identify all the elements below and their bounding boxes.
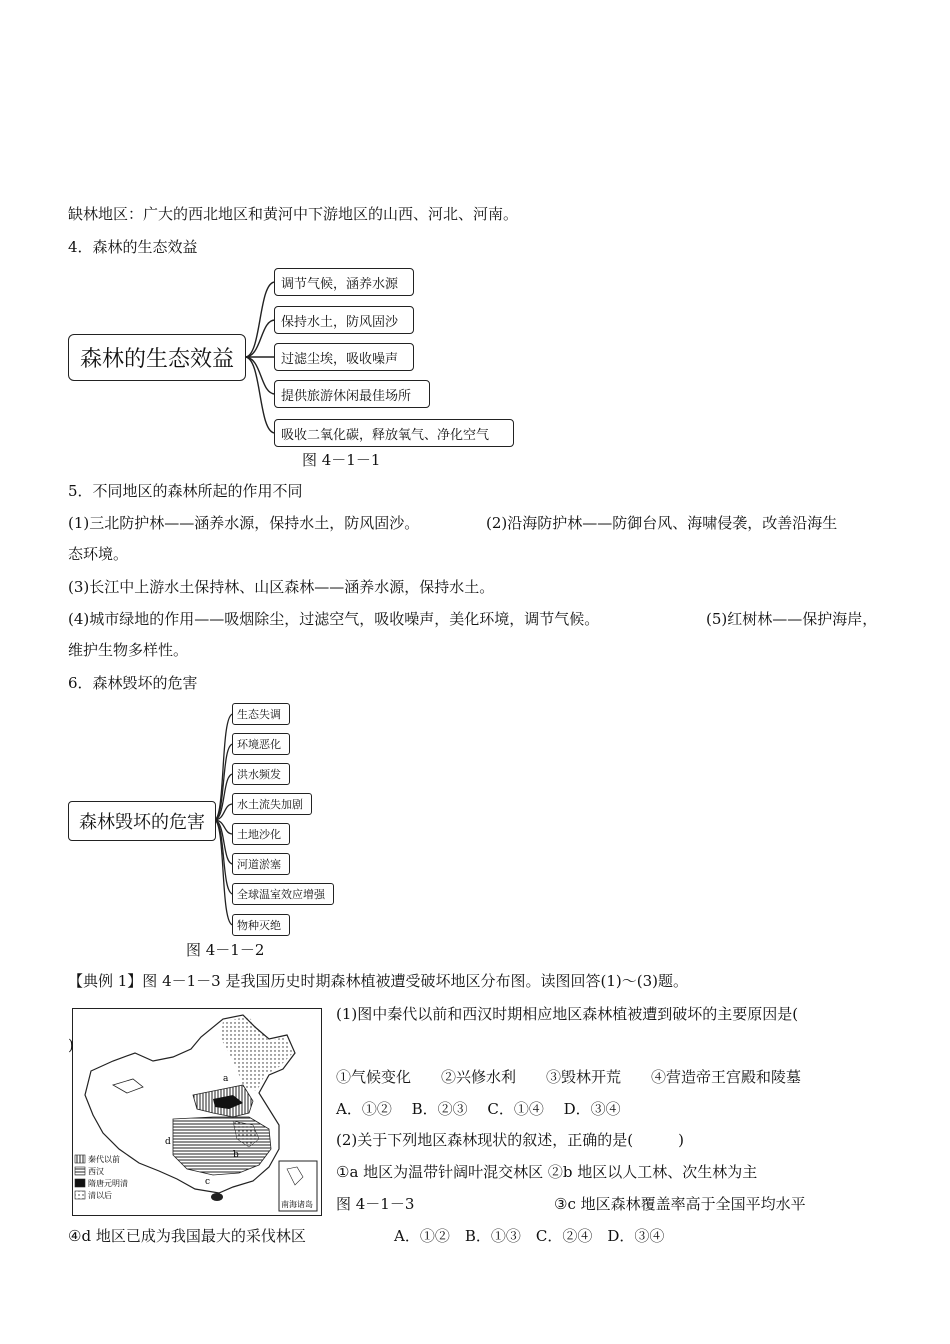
- legend-qin: 秦代以前: [88, 1155, 120, 1164]
- role-coastal: (2)沿海防护林——防御台风、海啸侵袭，改善沿海生: [486, 514, 838, 532]
- legend-suitang: 隋唐元明清: [88, 1179, 128, 1188]
- question-1-options: ①气候变化 ②兴修水利 ③毁林开荒 ④营造帝王宫殿和陵墓: [336, 1068, 802, 1086]
- map-label-d: d: [165, 1137, 171, 1147]
- role-yangtze: (3)长江中上游水土保持林、山区森林——涵养水源，保持水土。: [68, 578, 495, 596]
- harm-item-5: 土地沙化: [232, 823, 290, 845]
- benefit-item-1: 调节气候，涵养水源: [274, 268, 414, 296]
- question-2-option-c: ③c 地区森林覆盖率高于全国平均水平: [554, 1195, 806, 1213]
- role-urban-green: (4)城市绿地的作用——吸烟除尘，过滤空气，吸收噪声，美化环境，调节气候。: [68, 610, 600, 628]
- harm-item-4: 水土流失加剧: [232, 793, 312, 815]
- map-label-b: b: [233, 1150, 239, 1160]
- map-label-a: a: [223, 1074, 229, 1084]
- harm-item-3: 洪水频发: [232, 763, 290, 785]
- benefit-item-3: 过滤尘埃，吸收噪声: [274, 343, 414, 371]
- benefit-item-5: 吸收二氧化碳，释放氧气、净化空气: [274, 419, 514, 447]
- role-mangrove-cont: 维护生物多样性。: [68, 641, 189, 659]
- ecological-benefits-main-box: 森林的生态效益: [68, 334, 246, 381]
- question-1: (1)图中秦代以前和西汉时期相应地区森林植被遭到破坏的主要原因是(: [336, 1005, 799, 1023]
- question-2-option-d: ④d 地区已成为我国最大的采伐林区: [68, 1227, 306, 1245]
- map-inset-label: 南海诸岛: [281, 1200, 313, 1209]
- question-2-choices: A．①② B．①③ C．②④ D．③④: [394, 1227, 665, 1245]
- forest-destruction-main-box: 森林毁坏的危害: [68, 801, 216, 841]
- benefit-item-2: 保持水土，防风固沙: [274, 306, 414, 334]
- china-map-graphic: [73, 1009, 320, 1214]
- harm-item-2: 环境恶化: [232, 733, 290, 755]
- harm-item-8: 物种灭绝: [232, 914, 290, 936]
- role-mangrove: (5)红树林——保护海岸，: [706, 610, 878, 628]
- harm-item-7: 全球温室效应增强: [232, 883, 334, 905]
- benefit-item-4: 提供旅游休闲最佳场所: [274, 380, 430, 408]
- legend-xihan: 西汉: [88, 1167, 104, 1176]
- question-1-close: ): [68, 1036, 74, 1054]
- example-1-title: 【典例 1】图 4－1－3 是我国历史时期森林植被遭受破坏地区分布图。读图回答(1)～(3)题。: [68, 972, 688, 990]
- heading-regional-roles: 5．不同地区的森林所起的作用不同: [68, 482, 303, 500]
- question-2: (2)关于下列地区森林现状的叙述，正确的是( ): [336, 1131, 684, 1149]
- figure-4-1-3-caption: 图 4－1－3: [336, 1195, 415, 1213]
- harm-item-6: 河道淤塞: [232, 853, 290, 875]
- deficit-forest-text: 缺林地区：广大的西北地区和黄河中下游地区的山西、河北、河南。: [68, 205, 519, 223]
- figure-4-1-1-caption: 图 4－1－1: [302, 451, 381, 469]
- harm-item-1: 生态失调: [232, 703, 290, 725]
- heading-ecological-benefits: 4．森林的生态效益: [68, 238, 198, 256]
- role-coastal-cont: 态环境。: [68, 545, 129, 563]
- question-2-option-ab: ①a 地区为温带针阔叶混交林区 ②b 地区以人工林、次生林为主: [336, 1163, 758, 1181]
- heading-forest-destruction: 6．森林毁坏的危害: [68, 674, 198, 692]
- question-1-choices: A．①② B．②③ C．①④ D．③④: [336, 1100, 621, 1118]
- map-label-c: c: [205, 1177, 211, 1187]
- legend-qing: 清以后: [88, 1191, 112, 1200]
- role-three-north: (1)三北防护林——涵养水源，保持水土，防风固沙。: [68, 514, 420, 532]
- figure-4-1-2-caption: 图 4－1－2: [186, 941, 265, 959]
- china-forest-destruction-map: [72, 1008, 322, 1216]
